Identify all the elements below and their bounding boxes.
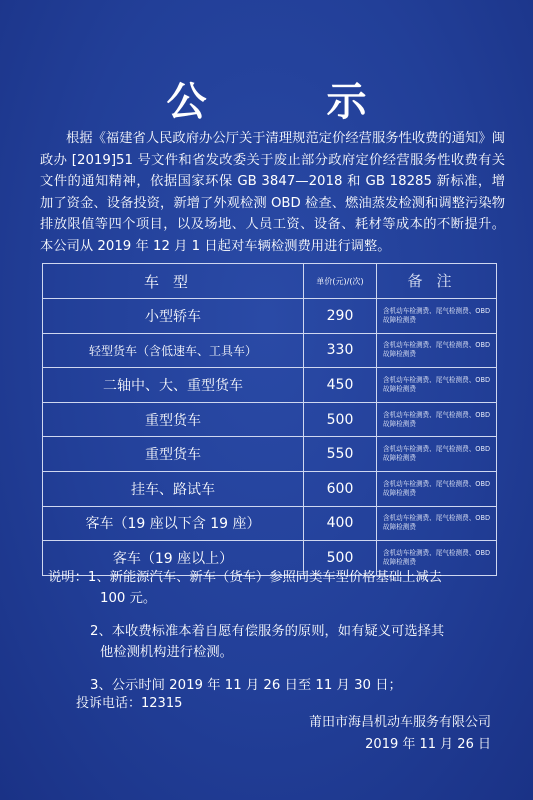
table-header-row (43, 264, 497, 299)
header-remarks: 备注 (377, 264, 497, 299)
complaint-hotline: 投诉电话：12315 (76, 696, 183, 711)
vehicle-type-cell: 二轴中、大、重型货车 (43, 368, 304, 403)
notes-label: 说明： (48, 570, 88, 585)
company-name: 莆田市海昌机动车服务有限公司 (308, 715, 491, 730)
page-title: 公 示 (166, 78, 407, 125)
signature-block (231, 712, 491, 756)
remark-cell: 含机动车检测费、尾气检测费、OBD 故障检测费 (377, 299, 497, 334)
price-cell: 450 (304, 368, 377, 403)
table-row (43, 368, 497, 403)
header-unit-price: 单价(元)/(次) (304, 264, 377, 299)
table-row (43, 506, 497, 541)
notes-section (48, 567, 498, 708)
vehicle-type-cell: 小型轿车 (43, 299, 304, 334)
price-cell: 290 (304, 299, 377, 334)
price-cell: 500 (304, 402, 377, 437)
remark-cell: 含机动车检测费、尾气检测费、OBD 故障检测费 (377, 541, 497, 576)
table-row (43, 299, 497, 334)
note-item-2: 2、本收费标准本着自愿有偿服务的原则，如有疑义可选择其 (90, 624, 445, 639)
vehicle-type-cell: 重型货车 (43, 402, 304, 437)
note-item-1: 1、新能源汽车、新车（货车）参照同类车型价格基础上减去 (87, 570, 443, 585)
vehicle-type-cell: 挂车、路试车 (43, 471, 304, 506)
remark-cell: 含机动车检测费、尾气检测费、OBD 故障检测费 (377, 333, 497, 368)
table-row (43, 402, 497, 437)
price-cell: 550 (304, 437, 377, 472)
price-cell: 330 (304, 333, 377, 368)
price-cell: 500 (304, 541, 377, 576)
table-row (43, 471, 497, 506)
price-cell: 400 (304, 506, 377, 541)
remark-cell: 含机动车检测费、尾气检测费、OBD 故障检测费 (377, 506, 497, 541)
intro-paragraph: 根据《福建省人民政府办公厅关于清理规范定价经营服务性收费的通知》闽政办 [2019]51 号文件和省发改委关于废止部分政府定价经营服务性收费有关文件的通知精神，依据国家环保 GB 3847—2018 和 GB 18285 新标准，增加了资金、设备投资，新增了外观检测 OBD 检查、燃油蒸发检测和调整污染物排放限值等四个项目，以及场地、人员工资、设备、耗材等成本的不断提升。本公司从 2019 年 12 月 1 日起对车辆检测费用进行调整。 (40, 131, 505, 254)
vehicle-type-cell: 重型货车 (43, 437, 304, 472)
fee-table (42, 263, 497, 576)
note-item-3: 3、公示时间 2019 年 11 月 26 日至 11 月 30 日； (90, 678, 402, 693)
remark-cell: 含机动车检测费、尾气检测费、OBD 故障检测费 (377, 368, 497, 403)
remark-cell: 含机动车检测费、尾气检测费、OBD 故障检测费 (377, 471, 497, 506)
vehicle-type-cell: 轻型货车（含低速车、工具车） (43, 333, 304, 368)
note-item-2-continued: 他检测机构进行检测。 (100, 645, 233, 660)
remark-cell: 含机动车检测费、尾气检测费、OBD 故障检测费 (377, 402, 497, 437)
price-cell: 600 (304, 471, 377, 506)
remark-cell: 含机动车检测费、尾气检测费、OBD 故障检测费 (377, 437, 497, 472)
table-row (43, 333, 497, 368)
notice-date: 2019 年 11 月 26 日 (365, 737, 491, 752)
header-vehicle-type: 车型 (43, 264, 304, 299)
vehicle-type-cell: 客车（19 座以下含 19 座） (43, 506, 304, 541)
table-row (43, 437, 497, 472)
vehicle-type-cell: 客车（19 座以上） (43, 541, 304, 576)
note-item-1-continued: 100 元。 (100, 591, 157, 606)
